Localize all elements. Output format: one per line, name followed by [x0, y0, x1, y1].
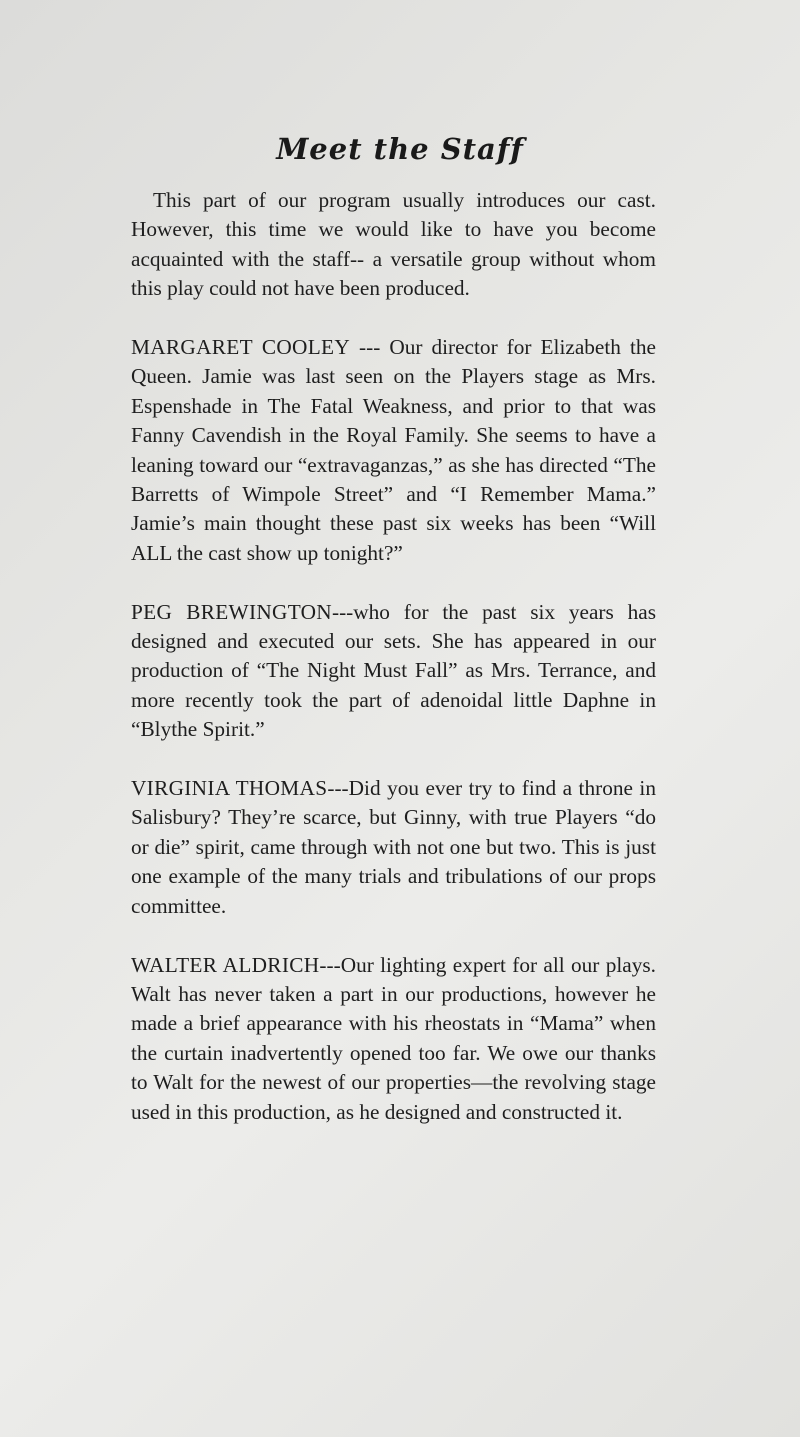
- staff-separator: ---: [327, 776, 349, 801]
- staff-description: who for the past six years has designed and executed our sets. She has appeared in our production of “The Night Must Fall” as Mrs. Terrance, and more recently took the part of adenoidal little Daphne in “Blythe Spirit.”: [131, 599, 656, 742]
- staff-entry-thomas: [131, 774, 656, 921]
- staff-description: Our director for Elizabeth the Queen. Jamie was last seen on the Players stage as Mrs. Espenshade in The Fatal Weakness, and prior to that was Fanny Cavendish in the Royal Family. She seems to have a leaning toward our “extravaganzas,” as she has directed “The Barretts of Wimpole Street” and “I Remember Mama.” Jamie’s main thought these past six weeks has been “Will ALL the cast show up tonight?”: [131, 335, 656, 565]
- staff-description: Did you ever try to find a throne in Salisbury? They’re scarce, but Ginny, with true Players “do or die” spirit, came through with not one but two. This is just one example of the many trials and tribulations of our props committee.: [131, 776, 656, 918]
- staff-entry-cooley: [131, 333, 656, 568]
- staff-description: Our lighting expert for all our plays. Walt has never taken a part in our productions, however he made a brief appearance with his rheostats in “Mama” when the curtain inadvertently opened too far. We owe our thanks to Walt for the newest of our properties—the revolving stage used in this production, as he designed and constructed it.: [131, 952, 656, 1124]
- staff-separator: ---: [331, 599, 354, 624]
- staff-name: WALTER ALDRICH: [131, 952, 320, 977]
- staff-entry-aldrich: [131, 951, 656, 1127]
- text-column: [131, 186, 656, 1127]
- staff-entry-brewington: [131, 598, 656, 745]
- staff-name: PEG BREWINGTON: [131, 599, 332, 624]
- page-title: Meet the Staff: [276, 132, 524, 166]
- staff-separator: ---: [350, 335, 390, 360]
- staff-separator: ---: [319, 952, 341, 977]
- staff-name: VIRGINIA THOMAS: [131, 776, 328, 801]
- intro-paragraph: This part of our program usually introduces our cast. However, this time we would like to have you become acquainted with the staff-- a versatile group without whom this play could not have been produced.: [131, 188, 656, 301]
- staff-name: MARGARET COOLEY: [131, 335, 350, 360]
